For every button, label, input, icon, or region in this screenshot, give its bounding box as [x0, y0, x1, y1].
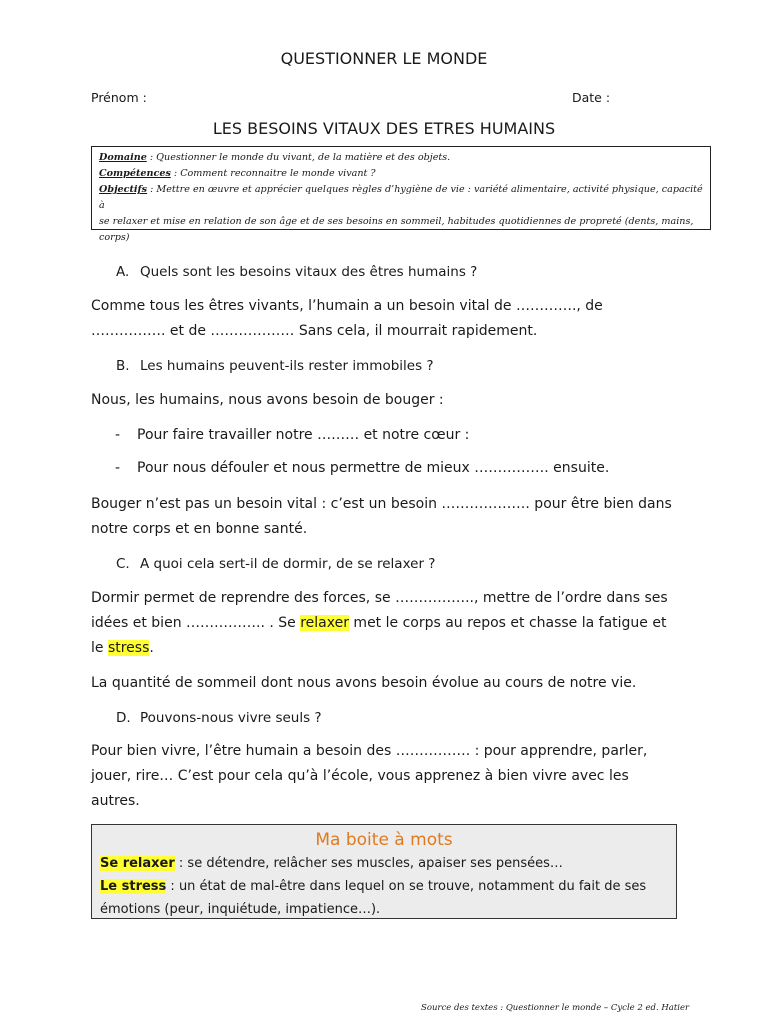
lesson-title: LES BESOINS VITAUX DES ETRES HUMAINS [212, 119, 556, 138]
question-b [116, 358, 434, 374]
date-label: Date : [572, 90, 611, 105]
source-footer: Source des textes : Questionner le monde – Cycle 2 ed. Hatier [421, 1003, 690, 1013]
question-a [116, 264, 477, 280]
domaine-line [99, 150, 703, 166]
paragraph-c-line-1: Dormir permet de reprendre des forces, se …………….., mettre de l’ordre dans ses [91, 590, 668, 606]
definition-stress-text-2: émotions (peur, inquiétude, impatience…). [100, 902, 381, 917]
question-b-text: Les humains peuvent-ils rester immobiles ? [140, 358, 434, 374]
question-a-letter: A. [116, 264, 130, 280]
paragraph-c-line-3 [91, 636, 681, 661]
bullet-dash: - [115, 427, 121, 443]
highlight-relaxer: relaxer [300, 615, 349, 631]
paragraph-c-line-2 [91, 611, 681, 636]
question-c-text: A quoi cela sert-il de dormir, de se relaxer ? [140, 556, 436, 572]
domaine-label: Domaine [99, 152, 147, 163]
objectifs-text-3: corps) [99, 232, 130, 243]
paragraph-b-line-2: notre corps et en bonne santé. [91, 521, 308, 537]
definition-stress-text-1: : un état de mal-être dans lequel on se trouve, notamment du fait de ses [166, 879, 647, 894]
bullet-b-2 [115, 456, 609, 481]
paragraph-c-line-3-post: . [149, 640, 154, 656]
objectifs-text-2: se relaxer et mise en relation de son âge et de ses besoins en sommeil, habitudes quotidiennes de propreté (dents, mains, [99, 216, 694, 227]
paragraph-a-line-1: Comme tous les êtres vivants, l’humain a un besoin vital de …………., de [91, 298, 603, 314]
paragraph-a [91, 294, 681, 344]
paragraph-c [91, 586, 681, 661]
objectifs-line [99, 182, 703, 214]
paragraph-c-line-3-pre: le [91, 640, 108, 656]
paragraph-c-line-2-post: met le corps au repos et chasse la fatigue et [348, 615, 667, 631]
paragraph-b [91, 492, 681, 542]
question-c-letter: C. [116, 556, 130, 572]
objectifs-label: Objectifs [99, 184, 148, 195]
domaine-text: : Questionner le monde du vivant, de la matière et des objets. [146, 152, 451, 163]
info-box [91, 146, 711, 243]
question-c [116, 556, 435, 572]
word-box [91, 824, 677, 919]
paragraph-b-intro: Nous, les humains, nous avons besoin de bouger : [91, 392, 444, 408]
term-stress: Le stress [100, 879, 167, 894]
objectifs-text-1: : Mettre en œuvre et apprécier quelques règles d’hygiène de vie : variété alimentaire, activité physique, capacité à [99, 184, 703, 211]
paragraph-c-2: La quantité de sommeil dont nous avons besoin évolue au cours de notre vie. [91, 675, 637, 691]
bullet-b-1-text: Pour faire travailler notre ……… et notre cœur : [137, 427, 470, 443]
page-title: QUESTIONNER LE MONDE [280, 49, 488, 68]
competences-label: Compétences [99, 168, 171, 179]
highlight-stress: stress [107, 640, 150, 656]
question-d [116, 710, 322, 726]
question-d-text: Pouvons-nous vivre seuls ? [140, 710, 322, 726]
definition-stress [100, 875, 668, 898]
bullet-dash: - [115, 460, 121, 476]
paragraph-a-line-2: ……………. et de ……………… Sans cela, il mourrait rapidement. [91, 323, 538, 339]
term-relaxer: Se relaxer [100, 856, 175, 871]
paragraph-b-line-1: Bouger n’est pas un besoin vital : c’est un besoin ………………. pour être bien dans [91, 496, 672, 512]
paragraph-c-line-2-pre: idées et bien …………….. . Se [91, 615, 301, 631]
paragraph-d-line-2: jouer, rire… C’est pour cela qu’à l’école, vous apprenez à bien vivre avec les [91, 768, 629, 784]
competences-line [99, 166, 703, 182]
bullet-b-1 [115, 423, 469, 448]
question-a-text: Quels sont les besoins vitaux des êtres humains ? [140, 264, 478, 280]
definition-relaxer [100, 852, 668, 875]
question-b-letter: B. [116, 358, 130, 374]
paragraph-d-line-1: Pour bien vivre, l’être humain a besoin des ……………. : pour apprendre, parler, [91, 743, 648, 759]
paragraph-d-line-3: autres. [91, 793, 140, 809]
bullet-b-2-text: Pour nous défouler et nous permettre de mieux ……………. ensuite. [137, 460, 610, 476]
question-d-letter: D. [116, 710, 131, 726]
prenom-label: Prénom : [91, 90, 147, 105]
definition-relaxer-text: : se détendre, relâcher ses muscles, apaiser ses pensées… [174, 856, 563, 871]
paragraph-d [91, 739, 681, 814]
competences-text: : Comment reconnaitre le monde vivant ? [170, 168, 376, 179]
word-box-title: Ma boite à mots [315, 830, 453, 850]
